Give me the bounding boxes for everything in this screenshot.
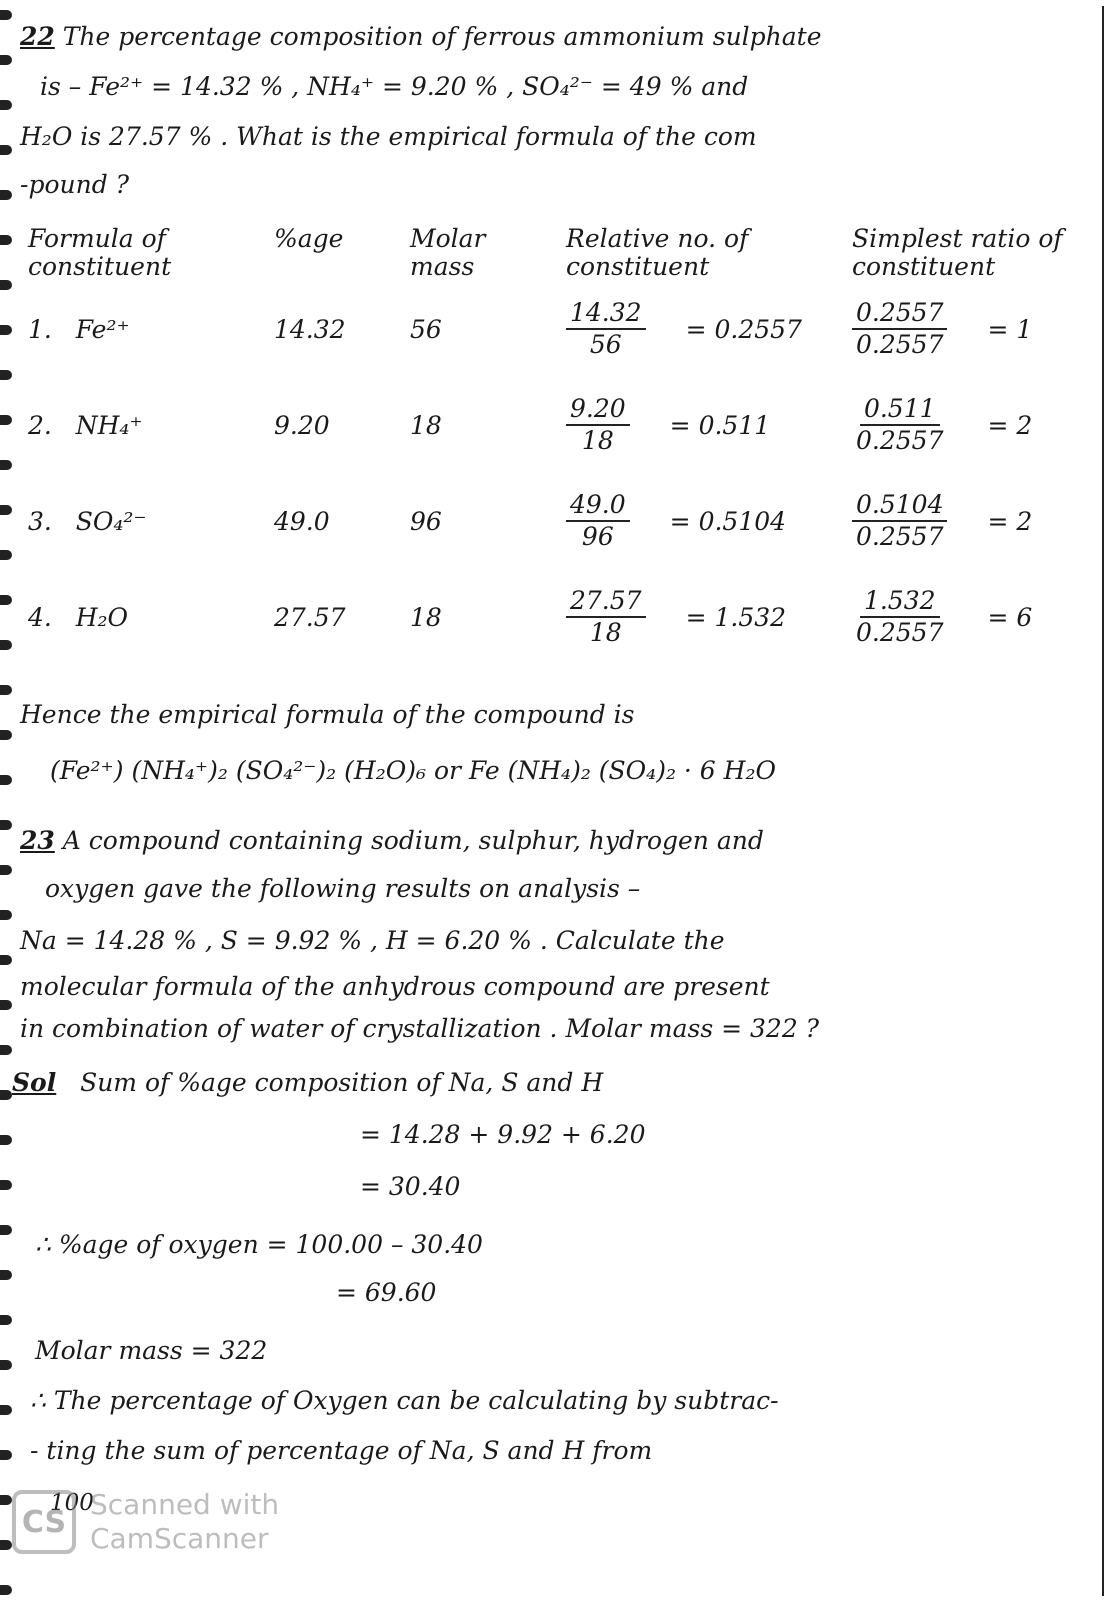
spiral-ring — [0, 1180, 12, 1190]
sol-line-3: = 30.40 — [360, 1172, 461, 1201]
header-pct: %age — [274, 224, 344, 253]
cell-ratio — [844, 569, 1100, 665]
spiral-ring — [0, 955, 12, 965]
row-index: 1. — [28, 314, 52, 344]
spiral-ring — [0, 325, 12, 335]
q23-line-5: in combination of water of crystallization . Molar mass = 322 ? — [20, 1014, 820, 1043]
cell-molar: 18 — [410, 410, 442, 440]
rel-value: = 0.511 — [669, 410, 771, 440]
table-row — [20, 473, 1100, 569]
spiral-ring — [0, 505, 12, 515]
sol-line-8: - ting the sum of percentage of Na, S and H from — [30, 1436, 653, 1465]
table-row — [20, 377, 1100, 473]
q22-number: 22 — [20, 22, 55, 51]
spiral-ring — [0, 730, 12, 740]
spiral-ring — [0, 235, 12, 245]
rel-value: = 0.2557 — [685, 314, 802, 344]
spiral-ring — [0, 775, 12, 785]
header-ratio: Simplest ratio of constituent — [852, 224, 1063, 281]
header-relative: Relative no. of constituent — [566, 224, 749, 281]
row-index: 3. — [28, 506, 52, 536]
spiral-ring — [0, 685, 12, 695]
spiral-ring — [0, 1450, 12, 1460]
table-row — [20, 281, 1100, 377]
row-formula: H₂O — [75, 602, 129, 632]
ratio-denominator: 0.2557 — [856, 330, 944, 359]
ratio-denominator: 0.2557 — [856, 618, 944, 647]
spiral-ring — [0, 640, 12, 650]
cell-molar: 18 — [410, 602, 442, 632]
spiral-ring — [0, 1405, 12, 1415]
spiral-ring — [0, 370, 12, 380]
spiral-binding — [0, 0, 14, 1600]
ratio-value: = 2 — [987, 410, 1033, 440]
spiral-ring — [0, 1135, 12, 1145]
row-index: 4. — [28, 602, 52, 632]
sol-line-7: ∴ The percentage of Oxygen can be calculating by subtrac- — [30, 1386, 779, 1415]
rel-denominator: 18 — [581, 426, 614, 455]
q22-line-4: -pound ? — [20, 170, 130, 199]
spiral-ring — [0, 1000, 12, 1010]
spiral-ring — [0, 595, 12, 605]
cell-ratio — [844, 377, 1100, 473]
ratio-value: = 1 — [987, 314, 1033, 344]
ratio-numerator: 0.5104 — [852, 490, 947, 522]
cell-pct: 49.0 — [274, 506, 330, 536]
cell-relative — [558, 281, 844, 377]
cell-formula — [20, 569, 266, 665]
ratio-numerator: 1.532 — [860, 586, 940, 618]
spiral-ring — [0, 1270, 12, 1280]
watermark-line-1: Scanned with — [90, 1488, 280, 1521]
rel-numerator: 49.0 — [566, 490, 630, 522]
spiral-ring — [0, 10, 12, 20]
q23-text-1: A compound containing sodium, sulphur, hydrogen and — [62, 826, 764, 855]
rel-numerator: 27.57 — [566, 586, 646, 618]
cell-pct: 27.57 — [274, 602, 346, 632]
ratio-value: = 6 — [987, 602, 1033, 632]
rel-value: = 1.532 — [685, 602, 787, 632]
spiral-ring — [0, 1225, 12, 1235]
conclusion-line-1: Hence the empirical formula of the compound is — [20, 700, 635, 729]
sol-line-1 — [12, 1068, 603, 1098]
cell-relative — [558, 569, 844, 665]
spiral-ring — [0, 550, 12, 560]
header-molar: Molar mass — [410, 224, 486, 281]
spiral-ring — [0, 1585, 12, 1595]
q23-number: 23 — [20, 826, 55, 855]
cell-ratio — [844, 473, 1100, 569]
cell-formula — [20, 281, 266, 377]
cell-pct: 14.32 — [274, 314, 346, 344]
cell-formula — [20, 473, 266, 569]
q22-text-1: The percentage composition of ferrous ammonium sulphate — [62, 22, 822, 51]
camscanner-logo: CS — [12, 1490, 76, 1554]
q22-line-1 — [20, 22, 822, 52]
rel-numerator: 9.20 — [566, 394, 630, 426]
cell-pct: 9.20 — [274, 410, 330, 440]
q22-line-3: H₂O is 27.57 % . What is the empirical formula of the com — [20, 122, 757, 151]
spiral-ring — [0, 415, 12, 425]
sol-text-1: Sum of %age composition of Na, S and H — [80, 1068, 604, 1097]
spiral-ring — [0, 1495, 12, 1505]
q23-line-2: oxygen gave the following results on analysis – — [45, 874, 641, 903]
table-header-row — [20, 225, 1100, 281]
cell-molar: 96 — [410, 506, 442, 536]
sol-line-9: 100 — [50, 1490, 94, 1516]
spiral-ring — [0, 1540, 12, 1550]
cell-molar: 56 — [410, 314, 442, 344]
spiral-ring — [0, 1045, 12, 1055]
conclusion-formula: (Fe²⁺) (NH₄⁺)₂ (SO₄²⁻)₂ (H₂O)₆ or Fe (NH₄)₂ (SO₄)₂ · 6 H₂O — [50, 756, 776, 785]
row-formula: Fe²⁺ — [75, 314, 130, 344]
sol-line-4: ∴ %age of oxygen = 100.00 – 30.40 — [35, 1230, 483, 1259]
rel-value: = 0.5104 — [669, 506, 787, 536]
ratio-numerator: 0.511 — [860, 394, 940, 426]
spiral-ring — [0, 1360, 12, 1370]
spiral-ring — [0, 460, 12, 470]
spiral-ring — [0, 145, 12, 155]
q23-line-4: molecular formula of the anhydrous compound are present — [20, 972, 770, 1001]
rel-denominator: 56 — [589, 330, 622, 359]
spiral-ring — [0, 910, 12, 920]
ratio-denominator: 0.2557 — [856, 522, 944, 551]
spiral-ring — [0, 280, 12, 290]
watermark-line-2: CamScanner — [90, 1522, 269, 1555]
cell-relative — [558, 377, 844, 473]
sol-label: Sol — [12, 1068, 57, 1097]
sol-line-5: = 69.60 — [336, 1278, 437, 1307]
camscanner-text — [90, 1488, 279, 1556]
ratio-denominator: 0.2557 — [856, 426, 944, 455]
rel-numerator: 14.32 — [566, 298, 646, 330]
row-index: 2. — [28, 410, 52, 440]
sol-line-2: = 14.28 + 9.92 + 6.20 — [360, 1120, 646, 1149]
spiral-ring — [0, 100, 12, 110]
cell-formula — [20, 377, 266, 473]
header-formula: Formula of constituent — [28, 224, 172, 281]
spiral-ring — [0, 190, 12, 200]
spiral-ring — [0, 1315, 12, 1325]
table-row — [20, 569, 1100, 665]
rel-denominator: 18 — [589, 618, 622, 647]
q23-line-3: Na = 14.28 % , S = 9.92 % , H = 6.20 % . Calculate the — [20, 926, 725, 955]
cell-ratio — [844, 281, 1100, 377]
sol-line-6: Molar mass = 322 — [35, 1336, 268, 1365]
q22-line-2: is – Fe²⁺ = 14.32 % , NH₄⁺ = 9.20 % , SO₄²⁻ = 49 % and — [40, 72, 749, 101]
spiral-ring — [0, 865, 12, 875]
spiral-ring — [0, 820, 12, 830]
composition-table — [20, 225, 1100, 665]
row-formula: NH₄⁺ — [75, 410, 143, 440]
ratio-numerator: 0.2557 — [852, 298, 947, 330]
spiral-ring — [0, 1090, 12, 1100]
ratio-value: = 2 — [987, 506, 1033, 536]
cell-relative — [558, 473, 844, 569]
spiral-ring — [0, 55, 12, 65]
camscanner-watermark — [12, 1488, 279, 1556]
q23-line-1 — [20, 826, 764, 856]
row-formula: SO₄²⁻ — [75, 506, 147, 536]
rel-denominator: 96 — [581, 522, 614, 551]
